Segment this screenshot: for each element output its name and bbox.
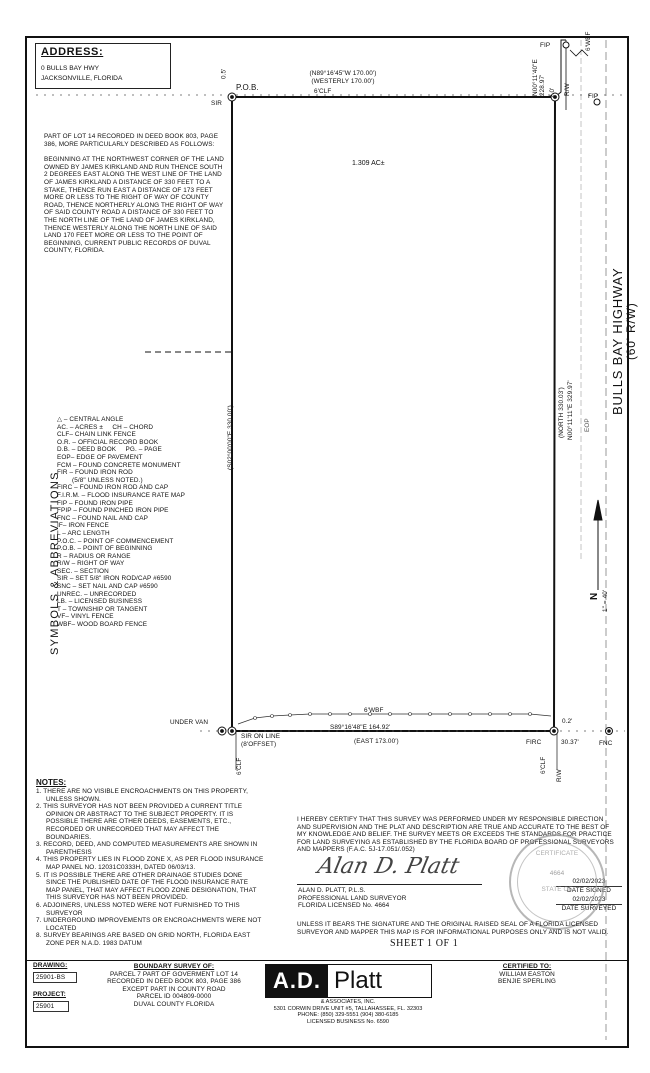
symbol-item: FIP – FOUND IRON PIPE (57, 499, 133, 507)
clf-top-label: 6'CLF (314, 88, 332, 95)
dates-block: 02/02/2023 DATE SIGNED 02/02/2023 DATE SURVEYED (556, 878, 622, 912)
note-item: 3. RECORD, DEED, AND COMPUTED MEASUREMENTS ARE SHOWN IN PARENTHESIS (36, 841, 258, 856)
symbol-item: T – TOWNSHIP OR TANGENT (57, 605, 148, 613)
symbol-item: EOP– EDGE OF PAVEMENT (57, 453, 143, 461)
area-label: 1.309 AC± (352, 160, 385, 167)
symbol-item: FIRC – FOUND IRON ROD AND CAP (57, 484, 169, 492)
clf-sw-label: 6'CLF (236, 757, 243, 775)
address-line-1: 0 BULLS BAY HWY (41, 65, 100, 72)
notes-list (36, 788, 264, 947)
company-logo: A.D. Platt (265, 964, 432, 998)
certified-to-block: CERTIFIED TO: WILLIAM EASTON BENJIE SPERLING (498, 963, 556, 986)
company-info: & ASSOCIATES, INC. 5301 CORWIN DRIVE UNIT #5, TALLAHASSEE, FL. 32303 PHONE: (850) 329-5551 (904) 380-6185 LICENSED BUSINESS No. 6590 (273, 999, 423, 1025)
clf-se-label: 6'CLF (540, 756, 547, 774)
sir-nw-label: SIR (211, 100, 222, 107)
surveyor-block: ALAN D. PLATT, P.L.S. PROFESSIONAL LAND SURVEYOR FLORIDA LICENSED No. 4664 (298, 887, 407, 910)
symbol-item: VF– VINYL FENCE (57, 613, 114, 621)
symbol-item: FIR – FOUND IRON ROD (57, 469, 133, 477)
symbol-item: SNC – SET NAIL AND CAP #6590 (57, 583, 158, 591)
parcel-boundary (232, 97, 555, 731)
drawing-label: DRAWING: 25901-BS PROJECT: 25901 (33, 962, 77, 1012)
symbol-item: UNREC. – UNRECORDED (57, 590, 137, 598)
ne-offset: 2.0' (549, 87, 556, 98)
highway-row: (60' R/W) (624, 302, 638, 360)
survey-line: RECORDED IN DEED BOOK 803, PAGE 386 (107, 978, 241, 986)
symbol-item: (5/8" UNLESS NOTED.) (57, 476, 143, 484)
symbol-item: SEC. – SECTION (57, 567, 109, 575)
symbol-item: IF– IRON FENCE (57, 522, 109, 530)
surveyor-seal: 4664 CERTIFICATE STATE OF (509, 834, 605, 930)
east-line-label: N00°11'11"E 329.97' (567, 380, 574, 440)
wbf-ne-label: 6'WBF (585, 31, 592, 51)
survey-line: DUVAL COUNTY FLORIDA (133, 1000, 215, 1008)
symbol-item: P.O.B. – POINT OF BEGINNING (57, 545, 153, 553)
address-title: ADDRESS: (41, 46, 104, 58)
firc-label: FIRC (526, 739, 542, 746)
east-record-label: (NORTH 330.03') (558, 387, 565, 438)
surveyor-signature: Alan D. Platt (315, 854, 462, 879)
signature-line (297, 884, 482, 885)
note-item: 1. THERE ARE NO VISIBLE ENCROACHMENTS ON THIS PROPERTY, UNLESS SHOWN. (36, 788, 249, 803)
north-arrow (594, 500, 602, 590)
symbol-item: WBF– WOOD BOARD FENCE (57, 621, 148, 629)
symbol-item: L – ARC LENGTH (57, 529, 110, 537)
drawing-number: 25901-BS (33, 972, 77, 984)
rw-se-label: R/W (556, 769, 563, 782)
north-label: N (589, 592, 600, 600)
symbol-item: AC. – ACRES ± CH – CHORD (57, 423, 154, 431)
north-bearing: (N89°16'45"W 170.00') (WESTERLY 170.00') (309, 70, 377, 85)
highway-name: BULLS BAY HIGHWAY (610, 267, 625, 415)
symbols-list (57, 416, 229, 629)
under-van-label: UNDER VAN (170, 719, 209, 726)
address-line-2: JACKSONVILLE, FLORIDA (41, 75, 123, 82)
pob-label: P.O.B. (236, 83, 259, 92)
note-item: 6. ADJOINERS, UNLESS NOTED WERE NOT FURNISHED TO THIS SURVEYOR (36, 901, 240, 917)
symbol-item: FNC – FOUND NAIL AND CAP (57, 514, 148, 522)
note-item: 8. SURVEY BEARINGS ARE BASED ON GRID NORTH, FLORIDA EAST ZONE PER N.A.D. 1983 DATUM (36, 932, 251, 947)
note-item: 2. THIS SURVEYOR HAS NOT BEEN PROVIDED A CURRENT TITLE OPINION OR ABSTRACT TO THE SUBJECT PROPERTY. IT IS POSSIBLE THERE ARE OTHER DEEDS, EASEMENTS, ETC., RECORDED OR UNRECORDED THAT MAY AFFECT THE BOUNDARIES. (36, 803, 243, 841)
south-bearing: S89°16'48"E 164.92' (330, 724, 391, 731)
certification-text: I HEREBY CERTIFY THAT THIS SURVEY WAS PERFORMED UNDER MY RESPONSIBLE DIRECTION AND SUPERVISION AND THE PLAT AND DESCRIPTION ARE TRUE AND ACCURATE TO THE BEST OF MY KNOWLEDGE AND BELIEF. THE SURVEY MEETS OR EXCEEDS THE STANDARDS FOR PRACTICE FOR LAND SURVEYING AS ESTABLISHED BY THE FLORIDA BOARD OF PROFESSIONAL SURVEYORS AND MAPPERS (F.A.C. 5J-17.051/.052) (297, 816, 614, 854)
symbol-item: F.I.R.M. – FLOOD INSURANCE RATE MAP (57, 491, 186, 499)
fip-ne2-label: FIP (588, 93, 599, 100)
offset-02: 0.2' (562, 718, 573, 725)
symbol-item: FPIP – FOUND PINCHED IRON PIPE (57, 507, 169, 515)
description-heading: PART OF LOT 14 RECORDED IN DEED BOOK 803, PAGE 386, MORE PARTICULARLY DESCRIBED AS FOLLOWS: (44, 133, 219, 148)
note-item: 4. THIS PROPERTY LIES IN FLOOD ZONE X, AS PER FLOOD INSURANCE MAP PANEL NO. 12031C0333H, DATED 06/03/13. (36, 856, 264, 871)
note-item: 7. UNDERGROUND IMPROVEMENTS OR ENCROACHMENTS WERE NOT LOCATED (36, 917, 262, 932)
west-line-label: (S02°00'00"E 330.00') (227, 405, 234, 470)
sheet-number: SHEET 1 OF 1 (390, 938, 459, 949)
symbol-item: CLF– CHAIN LINK FENCE (57, 431, 136, 439)
wbf-south-label: 6'WBF (364, 707, 384, 714)
south-fence (238, 714, 551, 724)
ne-call: N00°11'40"E 228.97' (532, 59, 546, 96)
survey-line: PARCEL ID 004809-0000 (136, 993, 212, 1001)
symbol-item: LB. – LICENSED BUSINESS (57, 598, 143, 606)
notes-title: NOTES: (36, 778, 67, 787)
symbols-title: SYMBOLS & ABBREVIATIONS (49, 471, 61, 655)
fip-ne-label: FIP (540, 42, 551, 49)
symbol-item: △ – CENTRAL ANGLE (57, 416, 124, 423)
scale-label: 1" = 40' (602, 589, 609, 612)
symbol-item: FCM – FOUND CONCRETE MONUMENT (57, 461, 181, 469)
symbol-item: R – RADIUS OR RANGE (57, 552, 131, 560)
sir-online-label: SIR ON LINE (8'OFFSET) (241, 733, 281, 748)
symbol-item: P.O.C. – POINT OF COMMENCEMENT (57, 537, 174, 545)
survey-line: PARCEL 7 PART OF GOVERMENT LOT 14 (109, 970, 239, 978)
validity-text: UNLESS IT BEARS THE SIGNATURE AND THE ORIGINAL RAISED SEAL OF A FLORIDA LICENSED SURVEYOR AND MAPPER THIS MAP IS FOR INFORMATIONAL PURPOSES ONLY AND IS NOT VALID. (297, 921, 609, 936)
description-body: BEGINNING AT THE NORTHWEST CORNER OF THE LAND OWNED BY JAMES KIRKLAND AND RUN THENCE SOUTH 2 DEGREES EAST ALONG THE WEST LINE OF THE LAND OF JAMES KIRKLAND A DISTANCE OF 330 FEET TO A STAKE, THENCE RUN EAST A DISTANCE OF 173 FEET MORE OR LESS TO THE RIGHT OF WAY OF COUNTY ROAD, THENCE NORTHERLY ALONG THE RIGHT OF WAY OF SAID COUNTY ROAD A DISTANCE OF 330 FEET TO THE NORTH LINE OF THE LAND OF JAMES KIRKLAND, THENCE WESTERLY ALONG THE NORTH LINE OF SAID LAND 170 FEET MORE OR LESS TO THE POINT OF BEGINNING, CURRENT PUBLIC RECORDS OF DUVAL COUNTY, FLORIDA. (44, 156, 224, 255)
survey-of-block: BOUNDARY SURVEY OF: PARCEL 7 PART OF GOVERMENT LOT 14 RECORDED IN DEED BOOK 803, PAGE 386 EXCEPT PART IN COUNTY ROAD PARCEL ID 004809-0000 DUVAL COUNTY FLORIDA (84, 963, 264, 1009)
symbol-item: O.R. – OFFICIAL RECORD BOOK (57, 438, 159, 446)
eop-label: EOP (584, 418, 591, 432)
title-block-divider (25, 960, 629, 961)
symbol-item: SIR – SET 5/8" IRON ROD/CAP #6590 (57, 575, 172, 583)
offset-05: 0.5' (220, 68, 228, 80)
note-item: 5. IT IS POSSIBLE THERE ARE OTHER DRAINAGE STUDIES DONE SINCE THE PUBLISHED DATE OF THE FLOOD INSURANCE RATE MAP PANEL, THAT MAY AFFECT FLOOD ZONE DESIGNATION, THAT THIS SURVEYOR HAS NOT BEEN PROVIDED. (36, 871, 257, 902)
symbol-item: D.B. – DEED BOOK PG. – PAGE (57, 446, 162, 454)
survey-line: EXCEPT PART IN COUNTY ROAD (122, 985, 226, 993)
dist-3037: 30.37' (561, 739, 579, 746)
fnc-label: FNC (599, 740, 613, 747)
symbol-item: R/W – RIGHT OF WAY (57, 560, 125, 568)
rw-ne-label: R/W (564, 83, 571, 96)
project-number: 25901 (33, 1001, 69, 1013)
south-record: (EAST 173.00') (354, 738, 399, 745)
